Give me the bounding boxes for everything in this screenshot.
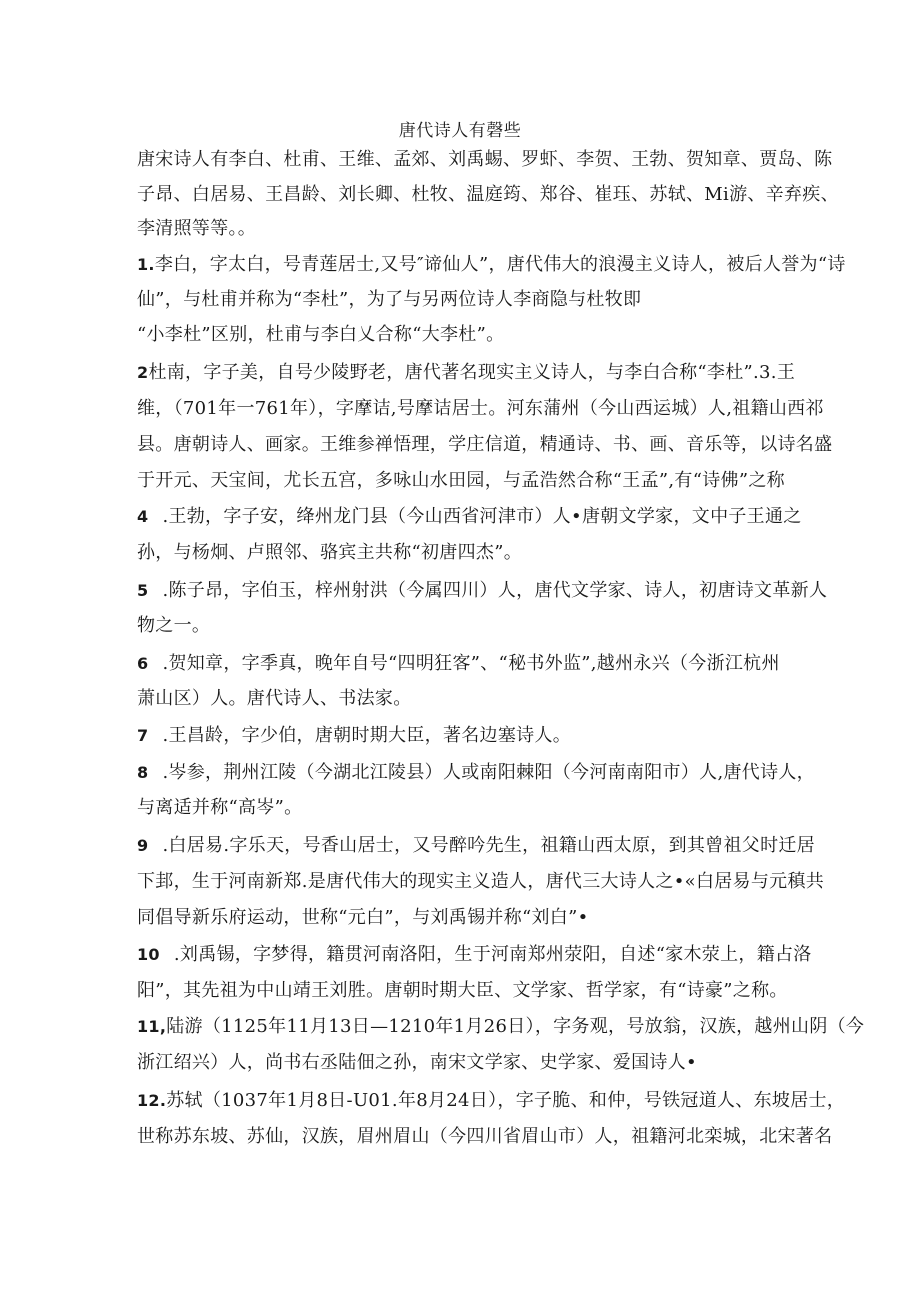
entry-number: 10 <box>137 945 160 964</box>
intro-line: 子昂、白居易、王昌龄、刘长卿、杜牧、温庭筠、郑谷、崔珏、苏轼、Mi游、辛弃疾、 <box>137 184 839 205</box>
entry-line: 浙江绍兴）人，尚书右丞陆佃之孙，南宋文学家、史学家、爱国诗人• <box>137 1052 697 1073</box>
entry-text: .陈子昂，字伯玉，梓州射洪（今属四川）人，唐代文学家、诗人，初唐诗文革新人 <box>162 580 828 601</box>
entry-text: .王勃，字子安，绛州龙门县（今山西省河津市）人•唐朝文学家，文中子王通之 <box>162 506 802 527</box>
entry-line: 仙”，与杜甫并称为“李杜”，为了与另两位诗人李商隐与杜牧即 <box>137 289 642 310</box>
entry-line: 世称苏东坡、苏仙，汉族，眉州眉山（今四川省眉山市）人，祖籍河北栾城，北宋著名 <box>137 1126 833 1147</box>
entry-line: 孙，与杨炯、卢照邻、骆宾主共称“初唐四杰”。 <box>137 542 523 563</box>
entry-line <box>137 652 780 676</box>
entry-text: .王昌龄，字少伯，唐朝时期大臣，著名边塞诗人。 <box>162 725 572 746</box>
entry-line: 物之一。 <box>137 615 211 636</box>
entry-number: 5 <box>137 581 149 600</box>
entry-number: 8 <box>137 763 149 782</box>
entry-line <box>137 361 795 385</box>
intro-line: 李清照等等。。 <box>137 218 257 239</box>
entry-line <box>137 1015 864 1039</box>
intro-line: 唐宋诗人有李白、杜甫、王维、孟郊、刘禹蜴、罗虾、李贺、王勃、贺知章、贾岛、陈 <box>137 149 833 170</box>
entry-number: 4 <box>137 507 149 526</box>
entry-text: .白居易.字乐天，号香山居士，又号醉吟先生，祖籍山西太原，到其曾祖父时迁居 <box>162 835 815 856</box>
entry-line <box>137 1089 845 1113</box>
entry-line: 阳”，其先祖为中山靖王刘胜。唐朝时期大臣、文学家、哲学家，有“诗豪”之称。 <box>137 980 788 1001</box>
entry-number: 12. <box>137 1091 167 1110</box>
entry-line <box>137 724 571 748</box>
entry-number: 2 <box>137 363 149 382</box>
entry-text: 杜南，字子美，自号少陵野老，唐代著名现实主义诗人，与李白合称“李杜”.3.王 <box>148 362 796 383</box>
entry-line: 萧山区）人。唐代诗人、书法家。 <box>137 688 412 709</box>
entry-line <box>137 761 815 785</box>
entry-text: .刘禹锡，字梦得，籍贯河南洛阳，生于河南郑州荥阳，自述“家木荥上，籍占洛 <box>173 944 812 965</box>
entry-line: 县。唐朝诗人、画家。王维参禅悟理，学庄信道，精通诗、书、画、音乐等，以诗名盛 <box>137 434 833 455</box>
entry-number: 11, <box>137 1017 167 1036</box>
entry-line <box>137 579 827 603</box>
entry-line <box>137 834 815 858</box>
entry-text: .岑参，荆州江陵（今湖北江陵县）人或南阳棘阳（今河南南阳市）人,唐代诗人， <box>162 762 815 783</box>
entry-number: 9 <box>137 836 149 855</box>
entry-number: 6 <box>137 654 149 673</box>
entry-line: 与离适并称“高岑”。 <box>137 797 303 818</box>
entry-text: 苏轼（1037年1月8日-U01.年8月24日），字子脆、和仲，号铁冠道人、东坡居士， <box>166 1090 846 1111</box>
entry-text: 陆游（1125年11月13日—1210年1月26日），字务观，号放翁，汉族，越州山阴（今 <box>166 1016 865 1037</box>
entry-line <box>137 943 812 967</box>
document-title: 唐代诗人有磬些 <box>398 121 522 141</box>
entry-line: 下邽，生于河南新郑.是唐代伟大的现实主义造人，唐代三大诗人之•«白居易与元稹共 <box>137 871 825 892</box>
entry-text: 李白，字太白，号青莲居士,又号″谛仙人”，唐代伟大的浪漫主义诗人，被后人誉为“诗 <box>154 254 846 275</box>
entry-number: 1. <box>137 255 155 274</box>
entry-number: 7 <box>137 726 149 745</box>
entry-line <box>137 253 846 277</box>
entry-line: 维，（701年一761年），字摩诘,号摩诘居士。河东蒲州（今山西运城）人,祖籍山西祁 <box>137 398 824 419</box>
entry-line: 同倡导新乐府运动，世称“元白”，与刘禹锡并称“刘白”• <box>137 907 589 928</box>
entry-text: .贺知章，字季真，晚年自号“四明狂客”、“秘书外监”,越州永兴（今浙江杭州 <box>162 653 780 674</box>
entry-line: 于开元、天宝间，尤长五宫，多咏山水田园，与孟浩然合称“王孟”,有“诗佛”之称 <box>137 470 785 491</box>
entry-line <box>137 505 802 529</box>
entry-line: “小李杜”区别，杜甫与李白乂合称“大李杜”。 <box>137 324 505 345</box>
